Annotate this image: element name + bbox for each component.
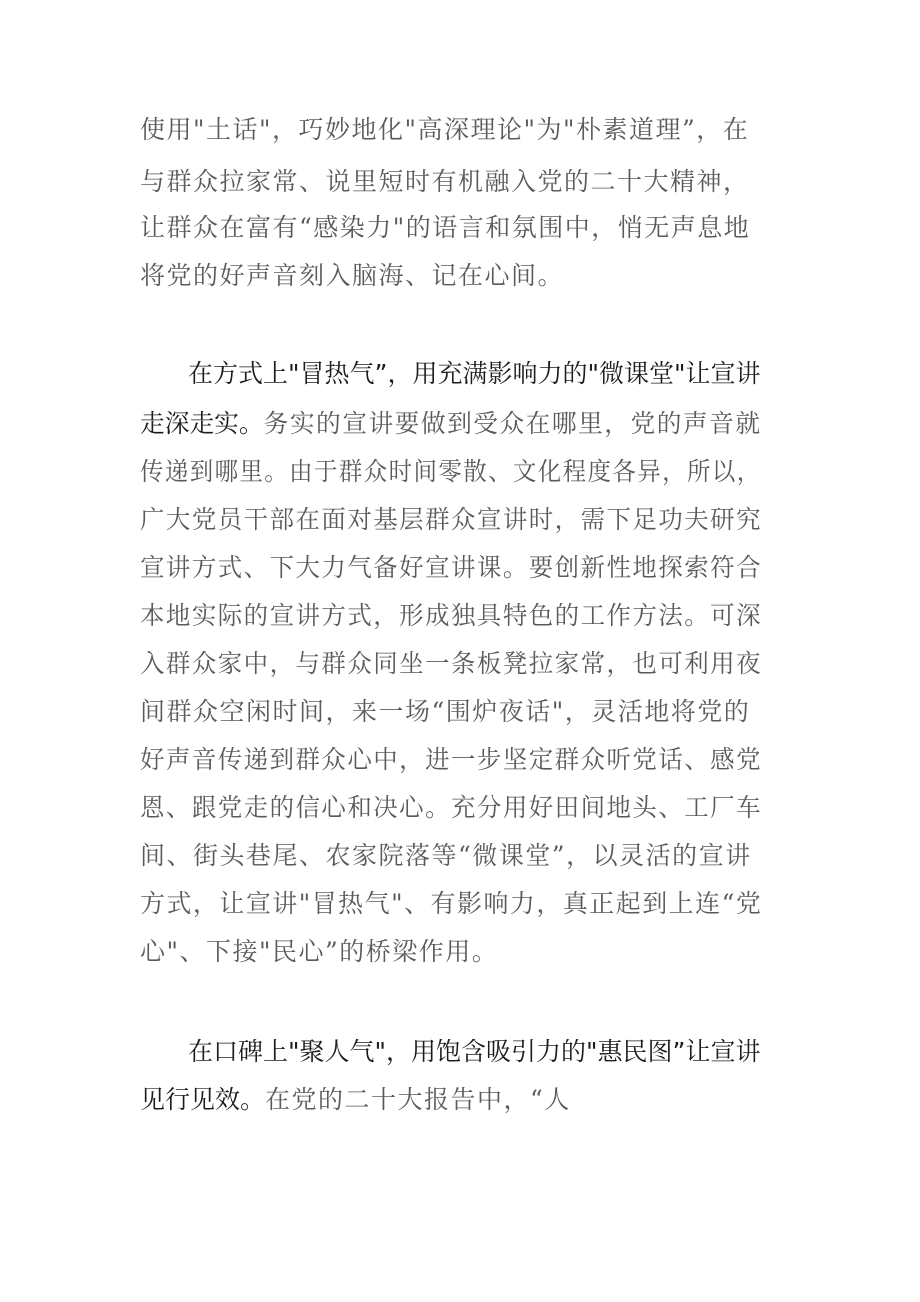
- paragraph-1-line-4: 将党的好声音刻入脑海、记在心间。: [140, 261, 565, 290]
- paragraph-3-heading-line-2: 见行见效。: [140, 1085, 266, 1114]
- paragraph-2-line-3: 传递到哪里。由于群众时间零散、文化程度各异，所以，: [140, 457, 762, 486]
- paragraph-1-line-3: 让群众在富有“感染力"的语言和氛围中，悄无声息地: [140, 213, 751, 242]
- paragraph-2-line-2: [140, 408, 762, 440]
- paragraph-2-line-9: 好声音传递到群众心中，进一步坚定群众听党话、感党: [140, 745, 763, 774]
- paragraph-2-line-7: 入群众家中，与群众同坐一条板凳拉家常，也可利用夜: [140, 649, 763, 678]
- paragraph-2-line-11: 间、街头巷尾、农家院落等“微课堂”，以灵活的宣讲: [140, 841, 752, 870]
- paragraph-2-heading-line-2: 走深走实。: [140, 409, 264, 438]
- paragraph-2-line-13: 心"、下接"民心”的桥梁作用。: [140, 937, 499, 966]
- paragraph-2-line-12: 方式，让宣讲"冒热气"、有影响力，真正起到上连“党: [140, 889, 763, 918]
- paragraph-2-line-2-text: 务实的宣讲要做到受众在哪里，党的声音就: [263, 409, 762, 438]
- paragraph-2-line-10: 恩、跟党走的信心和决心。充分用好田间地头、工厂车: [140, 793, 763, 822]
- paragraph-2-line-8: 间群众空闲时间，来一场“围炉夜话"，灵活地将党的: [140, 697, 751, 726]
- paragraph-3-line-2: [140, 1084, 571, 1116]
- paragraph-3-line-2-text: 在党的二十大报告中，“人: [265, 1085, 571, 1114]
- paragraph-2-heading-line-1: 在方式上"冒热气”，用充满影响力的"微课堂"让宣讲: [188, 359, 761, 388]
- paragraph-2-line-5: 宣讲方式、下大力气备好宣讲课。要创新性地探索符合: [140, 553, 763, 582]
- paragraph-2-line-6: 本地实际的宣讲方式，形成独具特色的工作方法。可深: [140, 601, 763, 630]
- paragraph-3-heading-line-1: 在口碑上"聚人气"，用饱含吸引力的"惠民图”让宣讲: [188, 1037, 761, 1066]
- paragraph-2-line-4: 广大党员干部在面对基层群众宣讲时，需下足功夫研究: [140, 505, 763, 534]
- paragraph-1-line-1: 使用"土话"，巧妙地化"高深理论"为"朴素道理”，在: [140, 115, 750, 144]
- paragraph-1-line-2: 与群众拉家常、说里短时有机融入党的二十大精神，: [140, 167, 750, 196]
